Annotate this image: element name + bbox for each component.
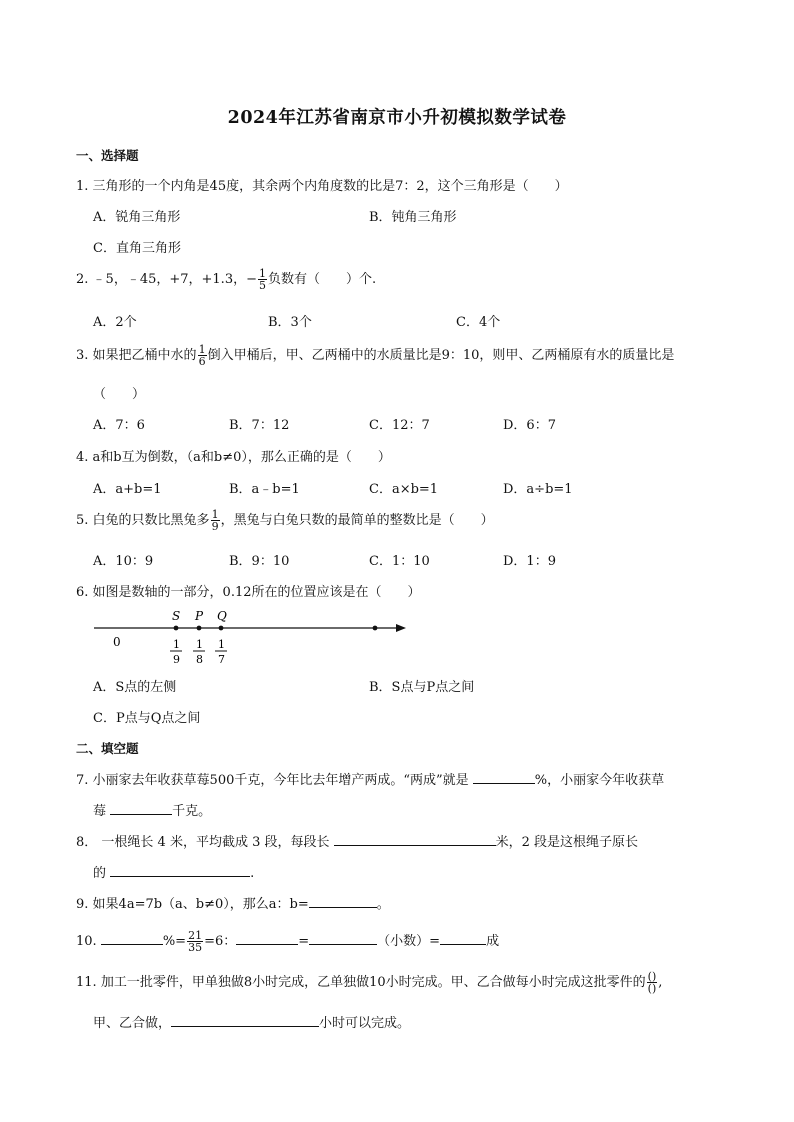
question-text: 米，2 段是这根绳子原长 (495, 835, 639, 850)
point-s (174, 626, 179, 631)
answer-blank[interactable] (440, 932, 486, 945)
question-11-cont (93, 1012, 410, 1031)
question-text: 。 (376, 897, 390, 912)
question-10 (76, 930, 499, 953)
point-q (219, 626, 224, 631)
question-7-cont (93, 800, 211, 819)
question-text: %= (162, 934, 187, 949)
fraction: $\frac{1}{6}$ (198, 343, 206, 368)
option-a[interactable]: A．锐角三角形 (93, 210, 181, 225)
question-text: 一根绳长 4 米，平均截成 3 段，每段长 (101, 835, 330, 850)
question-number: 8． (76, 835, 98, 850)
option-c[interactable]: C．a×b=1 (369, 482, 439, 497)
question-2 (76, 268, 376, 291)
question-text: %，小丽家今年收获草 (534, 773, 665, 788)
frac-numerator: 1 (218, 638, 225, 651)
question-text: 千克。 (172, 804, 212, 819)
question-3 (76, 344, 674, 367)
point-p (197, 626, 202, 631)
option-a[interactable]: A．S点的左侧 (93, 680, 177, 695)
section-heading-choice: 一、选择题 (76, 148, 139, 163)
question-5 (76, 509, 494, 532)
answer-blank[interactable] (309, 895, 377, 908)
question-number: 11. (76, 975, 97, 990)
question-text: a和b互为倒数，（a和b≠0），那么正确的是（ ） (92, 450, 391, 465)
question-text: 负数有（ ）个. (267, 272, 377, 287)
question-text: . (250, 866, 255, 881)
question-text: 三角形的一个内角是45度，其余两个内角度数的比是7：2，这个三角形是（ ） (92, 179, 568, 194)
frac-denominator: 8 (196, 653, 203, 666)
question-number: 6. (76, 585, 89, 600)
option-a[interactable]: A．7：6 (93, 418, 145, 433)
answer-blank[interactable] (171, 1014, 319, 1027)
option-c[interactable]: C．4个 (456, 315, 501, 330)
option-a[interactable]: A．2个 (93, 315, 137, 330)
answer-blank[interactable] (334, 833, 496, 846)
label-zero: 0 (113, 635, 121, 649)
question-number: 10. (76, 934, 97, 949)
answer-blank[interactable] (101, 932, 163, 945)
answer-blank[interactable] (110, 802, 172, 815)
question-text: 小丽家去年收获草莓500千克，今年比去年增产两成。“两成”就是 (92, 773, 469, 788)
label-q: Q (217, 609, 227, 623)
question-text: 加工一批零件，甲单独做8小时完成，乙单独做10小时完成。甲、乙合做每小时完成这批零件的 (100, 975, 646, 990)
question-11: 11. 加工一批零件，甲单独做8小时完成，乙单独做10小时完成。甲、乙合做每小时完成这批零件的 $\frac{()}{()}$ , (76, 970, 663, 995)
number-line-figure (90, 603, 420, 669)
question-text: 倒入甲桶后，甲、乙两桶中的水质量比是9：10，则甲、乙两桶原有水的质量比是 (207, 348, 675, 363)
question-9 (76, 893, 390, 912)
question-text: = (298, 934, 310, 949)
fraction-blank[interactable]: $\frac{()}{()}$ (647, 970, 657, 995)
option-b[interactable]: B．S点与P点之间 (369, 680, 475, 695)
question-4 (76, 446, 391, 465)
option-a[interactable]: A．a+b=1 (93, 482, 162, 497)
frac-denominator: 9 (173, 653, 180, 666)
answer-blank[interactable] (473, 771, 535, 784)
question-text: 莓 (93, 804, 107, 819)
question-number: 3. (76, 348, 89, 363)
option-b[interactable]: B．9：10 (229, 554, 290, 569)
question-number: 5. (76, 513, 89, 528)
question-8 (76, 831, 638, 850)
option-c[interactable]: C．12：7 (369, 418, 430, 433)
question-text: （小数）= (377, 934, 441, 949)
question-text: 甲、乙合做， (93, 1016, 172, 1031)
frac-denominator: 7 (218, 653, 225, 666)
fraction: $\frac{1}{5}$ (258, 267, 266, 292)
question-text: 如果4a=7b（a、b≠0），那么a：b= (92, 897, 309, 912)
label-s: S (172, 609, 181, 623)
question-text: =6： (204, 934, 237, 949)
question-text-cont: （ ） (93, 387, 146, 402)
answer-blank[interactable] (110, 864, 250, 877)
question-number: 1. (76, 179, 89, 194)
question-text: 如图是数轴的一部分，0.12所在的位置应该是在（ ） (92, 585, 421, 600)
question-6 (76, 581, 421, 600)
question-text: 成 (486, 934, 500, 949)
answer-blank[interactable] (236, 932, 298, 945)
option-b[interactable]: B．a﹣b=1 (229, 482, 300, 497)
question-8-cont (93, 862, 254, 881)
option-c[interactable]: C．P点与Q点之间 (93, 711, 201, 726)
question-text: ，黑兔与白兔只数的最简单的整数比是（ ） (220, 513, 494, 528)
question-7 (76, 769, 664, 788)
point-end (373, 626, 378, 631)
option-d[interactable]: D．1：9 (503, 554, 556, 569)
question-text: 如果把乙桶中水的 (92, 348, 197, 363)
question-number: 4. (76, 450, 89, 465)
question-text: 小时可以完成。 (319, 1016, 411, 1031)
question-number: 2. (76, 272, 89, 287)
frac-numerator: 1 (196, 638, 203, 651)
question-text: 的 (93, 866, 107, 881)
option-a[interactable]: A．10：9 (93, 554, 154, 569)
option-b[interactable]: B．7：12 (229, 418, 290, 433)
fraction: $\frac{21}{35}$ (188, 929, 203, 954)
question-number: 7. (76, 773, 89, 788)
question-text: 白兔的只数比黑兔多 (92, 513, 210, 528)
option-c[interactable]: C．直角三角形 (93, 241, 181, 256)
section-heading-fill: 二、填空题 (76, 741, 139, 756)
fraction: $\frac{1}{9}$ (211, 508, 219, 533)
option-b[interactable]: B．钝角三角形 (369, 210, 457, 225)
option-c[interactable]: C．1：10 (369, 554, 430, 569)
page-title: 2024年江苏省南京市小升初模拟数学试卷 (227, 108, 567, 128)
answer-blank[interactable] (309, 932, 377, 945)
question-number: 9. (76, 897, 89, 912)
option-d[interactable]: D．a÷b=1 (503, 482, 573, 497)
label-p: P (195, 609, 204, 623)
question-text: ﹣5，﹣45，+7，+1.3，− (92, 272, 257, 287)
frac-numerator: 1 (173, 638, 180, 651)
arrow-icon (396, 624, 406, 632)
option-d[interactable]: D．6：7 (503, 418, 556, 433)
question-1 (76, 175, 568, 194)
option-b[interactable]: B．3个 (268, 315, 312, 330)
